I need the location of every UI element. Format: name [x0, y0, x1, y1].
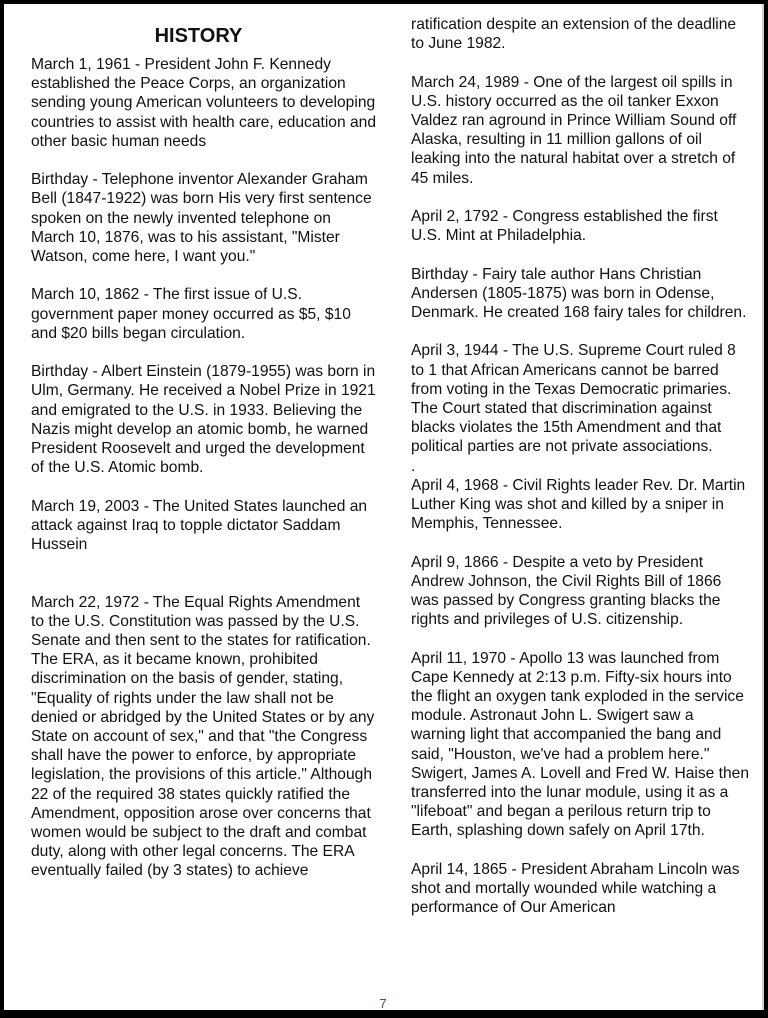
spacer — [411, 533, 751, 552]
page-number: 7 — [379, 996, 387, 1011]
spacer — [411, 629, 751, 648]
page-title: HISTORY — [154, 25, 243, 47]
entry-peace-corps: March 1, 1961 - President John F. Kennedy established the Peace Corps, an organization sending young American volunteers to developing countries to assist with health care, education and other basic human needs — [31, 56, 376, 150]
entry-lincoln-shot: April 14, 1865 - President Abraham Lincoln was shot and mortally wounded while watching a performance of Our American — [411, 860, 740, 917]
spacer — [411, 322, 751, 341]
document-page — [4, 4, 764, 1010]
spacer — [31, 151, 376, 170]
entry-einstein-birthday: Birthday - Albert Einstein (1879-1955) was born in Ulm, Germany. He received a Nobel Prize in 1921 and emigrated to the U.S. in 1933. Believing the Nazis might develop an atomic bomb, he warned President Roosevelt and urged the development of the U.S. Atomic bomb. — [31, 363, 376, 477]
entry-mlk-assassination: April 4, 1968 - Civil Rights leader Rev. Dr. Martin Luther King was shot and killed by a sniper in Memphis, Tennessee. — [411, 476, 746, 533]
entry-supreme-court-ruling: April 3, 1944 - The U.S. Supreme Court ruled 8 to 1 that African Americans cannot be barred from voting in the Texas Democratic primaries. The Court stated that discrimination against blacks violates the 15th Amendment and that political parties are not private associations. — [411, 342, 736, 456]
spacer — [411, 841, 751, 860]
entry-civil-rights-bill: April 9, 1866 - Despite a veto by President Andrew Johnson, the Civil Rights Bill of 1866 was passed by Congress granting blacks the rights and privileges of U.S. citizenship. — [411, 553, 722, 629]
spacer — [411, 188, 751, 207]
entry-paper-money: March 10, 1862 - The first issue of U.S. government paper money occurred as $5, $10 and $20 bills began circulation. — [31, 286, 351, 342]
stray-dot: . — [411, 457, 416, 475]
spacer — [31, 343, 376, 362]
entry-exxon-valdez: March 24, 1989 - One of the largest oil spills in U.S. history occurred as the oil tanker Exxon Valdez ran aground in Prince William Sound off Alaska, resulting in 11 million gallons of oil leaking into the natural habitat over a stretch of 45 miles. — [411, 73, 737, 187]
entry-era-continued: ratification despite an extension of the deadline to June 1982. — [411, 16, 737, 53]
entry-apollo-13: April 11, 1970 - Apollo 13 was launched from Cape Kennedy at 2:13 p.m. Fifty-six hours into the flight an oxygen tank exploded in the service module. Astronaut John L. Swigert saw a warning light that accompanied the bang and said, "Houston, we've had a problem here." Swigert, James A. Lovell and Fred W. Haise then transferred into the lunar module, using it as a "lifeboat" and began a perilous return trip to Earth, splashing down safely on April 17th. — [411, 649, 750, 840]
entry-iraq-attack: March 19, 2003 - The United States launched an attack against Iraq to topple dictator Saddam Hussein — [31, 497, 368, 554]
spacer — [31, 554, 376, 592]
right-column — [411, 15, 751, 917]
spacer — [411, 53, 751, 72]
spacer — [31, 266, 376, 285]
entry-us-mint: April 2, 1792 - Congress established the first U.S. Mint at Philadelphia. — [411, 208, 718, 245]
left-column — [31, 55, 376, 881]
entry-andersen-birthday: Birthday - Fairy tale author Hans Christian Andersen (1805-1875) was born in Odense, Denmark. He created 168 fairy tales for children. — [411, 265, 747, 321]
spacer — [411, 245, 751, 264]
entry-bell-birthday: Birthday - Telephone inventor Alexander Graham Bell (1847-1922) was born His very first sentence spoken on the newly invented telephone on March 10, 1876, was to his assistant, "Mister Watson, come here, I want you." — [31, 171, 372, 266]
entry-equal-rights-amendment: March 22, 1972 - The Equal Rights Amendment to the U.S. Constitution was passed by the U.S. Senate and then sent to the states for ratification. The ERA, as it became known, prohibited discrimination on the basis of gender, stating, "Equality of rights under the law shall not be denied or abridged by the United States or by any State on account of sex," and that "the Congress shall have the power to enforce, by appropriate legislation, the provisions of this article." Although 22 of the required 38 states quickly ratified the Amendment, opposition arose over concerns that women would be subject to the draft and combat duty, along with other legal concerns. The ERA eventually failed (by 3 states) to achieve — [31, 593, 375, 880]
spacer — [31, 477, 376, 496]
